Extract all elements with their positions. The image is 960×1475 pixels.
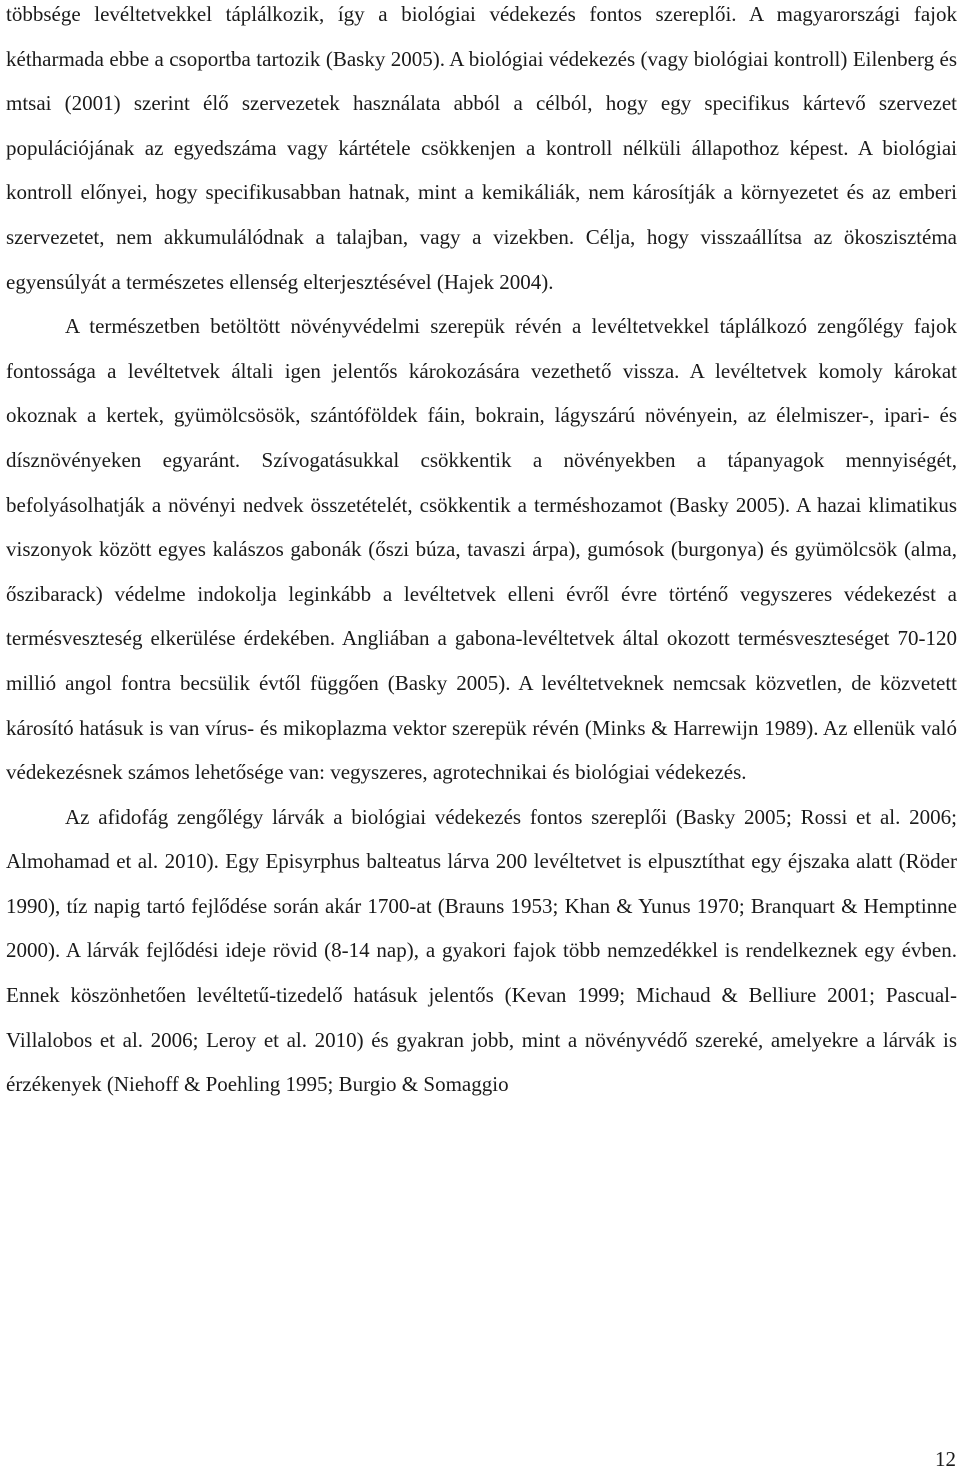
paragraph-1: többsége levéltetvekkel táplálkozik, így a biológiai védekezés fontos szereplői. A magyarországi fajok kétharmada ebbe a csoportba tartozik (Basky 2005). A biológiai védekezés (vagy biológiai kontroll) Eilenberg és mtsai (2001) szerint élő szervezetek használata abból a célból, hogy egy specifikus kártevő szervezet populációjának az egyedszáma vagy kártétele csökkenjen a kontroll nélküli állapothoz képest. A biológiai kontroll előnyei, hogy specifikusabban hatnak, mint a kemikáliák, nem károsítják a környezetet és az emberi szervezetet, nem akkumulálódnak a talajban, vagy a vizekben. Célja, hogy visszaállítsa az ökoszisztéma egyensúlyát a természetes ellenség elterjesztésével (Hajek 2004). [6,2,957,294]
paragraph-2: A természetben betöltött növényvédelmi szerepük révén a levéltetvekkel táplálkozó zengőlégy fajok fontossága a levéltetvek általi igen jelentős károkozására vezethető vissza. A levéltetvek komoly károkat okoznak a kertek, gyümölcsösök, szántóföldek fáin, bokrain, lágyszárú növényein, az élelmiszer-, ipari- és dísznövényeken egyaránt. Szívogatásukkal csökkentik a növényekben a tápanyagok mennyiségét, befolyásolhatják a növényi nedvek összetételét, csökkentik a terméshozamot (Basky 2005). A hazai klimatikus viszonyok között egyes kalászos gabonák (őszi búza, tavaszi árpa), gumósok (burgonya) és gyümölcsök (alma, őszibarack) védelme indokolja leginkább a levéltetvek elleni évről évre történő vegyszeres védekezést a termésveszteség elkerülése érdekében. Angliában a gabona-levéltetvek által okozott termésveszteséget 70-120 millió angol fontra becsülik évtől függően (Basky 2005). A levéltetveknek nemcsak közvetlen, de közvetett károsító hatásuk is van vírus- és mikoplazma vektor szerepük révén (Minks & Harrewijn 1989). Az ellenük való védekezésnek számos lehetősége van: vegyszeres, agrotechnikai és biológiai védekezés. [6,314,957,785]
paragraph-3: Az afidofág zengőlégy lárvák a biológiai védekezés fontos szereplői (Basky 2005; Rossi et al. 2006; Almohamad et al. 2010). Egy Episyrphus balteatus lárva 200 levéltetvet is elpusztíthat egy éjszaka alatt (Röder 1990), tíz napig tartó fejlődése során akár 1700-at (Brauns 1953; Khan & Yunus 1970; Branquart & Hemptinne 2000). A lárvák fejlődési ideje rövid (8-14 nap), a gyakori fajok több nemzedékkel is rendelkeznek egy évben. Ennek köszönhetően levéltetű-tizedelő hatásuk jelentős (Kevan 1999; Michaud & Belliure 2001; Pascual-Villalobos et al. 2006; Leroy et al. 2010) és gyakran jobb, mint a növényvédő szereké, amelyekre a lárvák is érzékenyek (Niehoff & Poehling 1995; Burgio & Somaggio [6,804,957,1097]
page-number: 12 [935,1447,956,1471]
body-text [6,0,957,1107]
